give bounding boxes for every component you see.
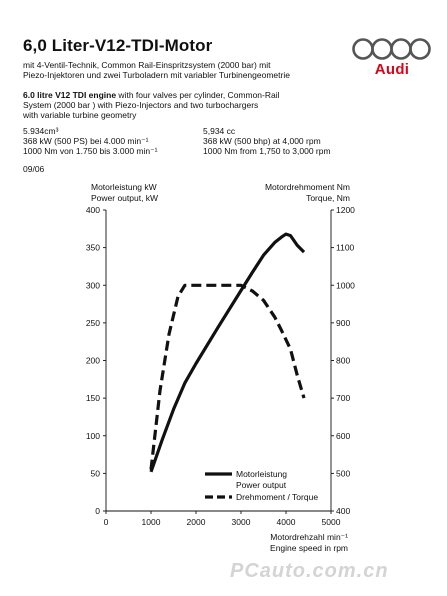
chart-legend (205, 469, 318, 502)
left-y-tick-label: 100 (85, 430, 100, 441)
legend-power-label-line-2: Power output (236, 480, 287, 490)
watermark: PCauto.com.cn (230, 560, 389, 582)
english-title-rest: with four valves per cylinder, Common-Rail (116, 90, 280, 100)
right-axis-label-line-2: Torque, Nm (306, 193, 350, 203)
x-axis-label-line-2: Engine speed in rpm (270, 543, 348, 553)
subtitle-german-line-1: mit 4-Ventil-Technik, Common Rail-Einspritzsystem (2000 bar) mit (23, 60, 271, 70)
left-y-tick-label: 0 (95, 506, 100, 516)
x-tick-label: 4000 (276, 517, 296, 527)
audi-wordmark: Audi (374, 61, 410, 78)
spec-torque-de: 1000 Nm von 1.750 bis 3.000 min⁻¹ (23, 146, 158, 156)
left-y-tick-label: 350 (85, 242, 100, 253)
subtitle-english-line-3: with variable turbine geometry (23, 110, 137, 120)
right-y-tick-label: 900 (336, 317, 351, 328)
subtitle-german-line-2: Piezo-Injektoren und zwei Turboladern mit variabler Turbinengeometrie (23, 70, 290, 80)
right-axis-label-line-1: Motordrehmoment Nm (264, 182, 350, 192)
page-title: 6,0 Liter-V12-TDI-Motor (23, 36, 213, 55)
right-y-tick-label: 1000 (336, 280, 355, 291)
left-axis-label-line-1: Motorleistung kW (91, 182, 157, 192)
spec-power-en: 368 kW (500 bhp) at 4,000 rpm (203, 136, 321, 146)
x-tick-label: 1000 (141, 517, 161, 527)
left-y-tick-label: 200 (85, 355, 100, 366)
left-y-tick-label: 150 (85, 393, 100, 404)
spec-power-de: 368 kW (500 PS) bei 4.000 min⁻¹ (23, 136, 149, 146)
x-tick-label: 3000 (231, 517, 251, 527)
legend-power-label-line-1: Motorleistung (236, 469, 288, 479)
right-y-tick-label: 800 (336, 355, 351, 366)
x-tick-label: 0 (103, 517, 109, 527)
x-axis-label-line-1: Motordrehzahl min⁻¹ (270, 532, 348, 542)
right-y-tick-label: 400 (336, 506, 351, 516)
spec-torque-en: 1000 Nm from 1,750 to 3,000 rpm (203, 146, 331, 156)
chart-ticks (86, 205, 355, 527)
chart-series (151, 234, 304, 472)
left-y-tick-label: 250 (85, 317, 100, 328)
chart-axes (106, 210, 331, 511)
left-axis-label-line-2: Power output, kW (91, 193, 159, 203)
subtitle-english-line-2: System (2000 bar ) with Piezo-Injectors and two turbochargers (23, 100, 259, 110)
spec-displacement-de: 5.934cm³ (23, 126, 59, 136)
right-y-tick-label: 600 (336, 430, 351, 441)
left-y-tick-label: 50 (90, 468, 100, 479)
left-y-tick-label: 400 (85, 205, 100, 215)
right-y-tick-label: 500 (336, 468, 351, 479)
right-y-tick-label: 1100 (336, 242, 355, 253)
spec-displacement-en: 5,934 cc (203, 126, 236, 136)
legend-torque-label: Drehmoment / Torque (236, 492, 319, 502)
right-y-tick-label: 700 (336, 393, 351, 404)
right-y-tick-label: 1200 (336, 205, 355, 215)
left-y-tick-label: 300 (85, 280, 100, 291)
x-tick-label: 2000 (186, 517, 206, 527)
date-code: 09/06 (23, 164, 45, 174)
english-title-bold: 6.0 litre V12 TDI engine (23, 90, 117, 100)
power-output-line (151, 234, 304, 472)
x-tick-label: 5000 (321, 517, 341, 527)
